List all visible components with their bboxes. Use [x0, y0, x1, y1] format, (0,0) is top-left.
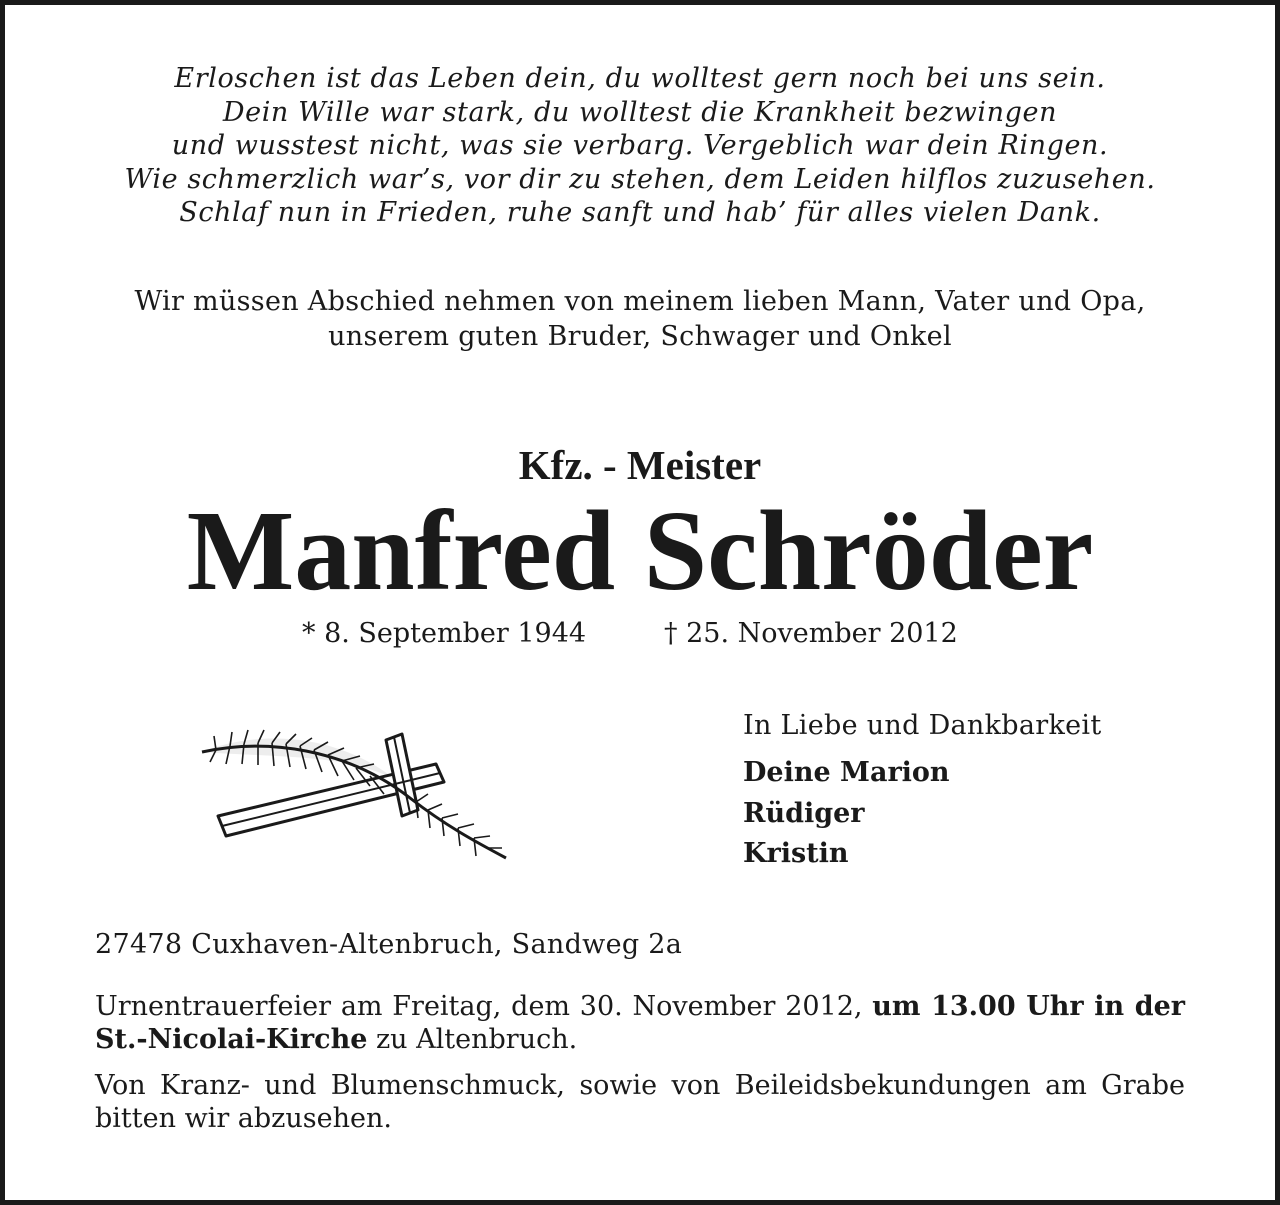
deceased-name: Manfred Schröder — [186, 487, 1094, 614]
mourner-name: Deine Marion — [743, 757, 950, 788]
family-address: 27478 Cuxhaven-Altenbruch, Sandweg 2a — [95, 929, 683, 960]
mourner-name: Rüdiger — [743, 797, 865, 829]
poem-line: Wie schmerzlich war’s, vor dir zu stehen, dem Leiden hilflos zuzusehen. — [124, 163, 1156, 195]
service-location-text: zu Altenbruch. — [367, 1024, 578, 1055]
intro-line: unserem guten Bruder, Schwager und Onkel — [328, 321, 952, 352]
service-text: Urnentrauerfeier am Freitag, dem 30. November 2012, — [95, 991, 873, 1022]
poem-line: Erloschen ist das Leben dein, du wolltest gern noch bei uns sein. — [174, 63, 1106, 94]
poem — [40, 62, 1240, 230]
mourner-name: Kristin — [743, 838, 849, 869]
cross-with-palm-branch-icon — [196, 724, 512, 872]
poem-line: Dein Wille war stark, du wolltest die Krankheit bezwingen — [222, 96, 1058, 128]
death-date: † 25. November 2012 — [664, 618, 958, 649]
mourners-block — [743, 706, 1243, 875]
condolence-notice: Von Kranz- und Blumenschmuck, sowie von Beileidsbekundungen am Grabe bitten wir abzusehen. — [95, 1070, 1185, 1134]
farewell-intro — [40, 284, 1240, 354]
birth-date: * 8. September 1944 — [302, 618, 587, 649]
service-info — [95, 990, 1185, 1056]
dedication-line: In Liebe und Dankbarkeit — [743, 710, 1102, 741]
service-time-place: um 13.00 Uhr in der St.-Nicolai-Kirche — [95, 991, 1185, 1055]
poem-line: und wusstest nicht, was sie verbarg. Vergeblich war dein Ringen. — [171, 130, 1109, 161]
poem-line: Schlaf nun in Frieden, ruhe sanft und hab’ für alles vielen Dank. — [179, 197, 1101, 228]
intro-line: Wir müssen Abschied nehmen von meinem lieben Mann, Vater und Opa, — [134, 286, 1146, 317]
profession-title: Kfz. - Meister — [518, 442, 762, 488]
